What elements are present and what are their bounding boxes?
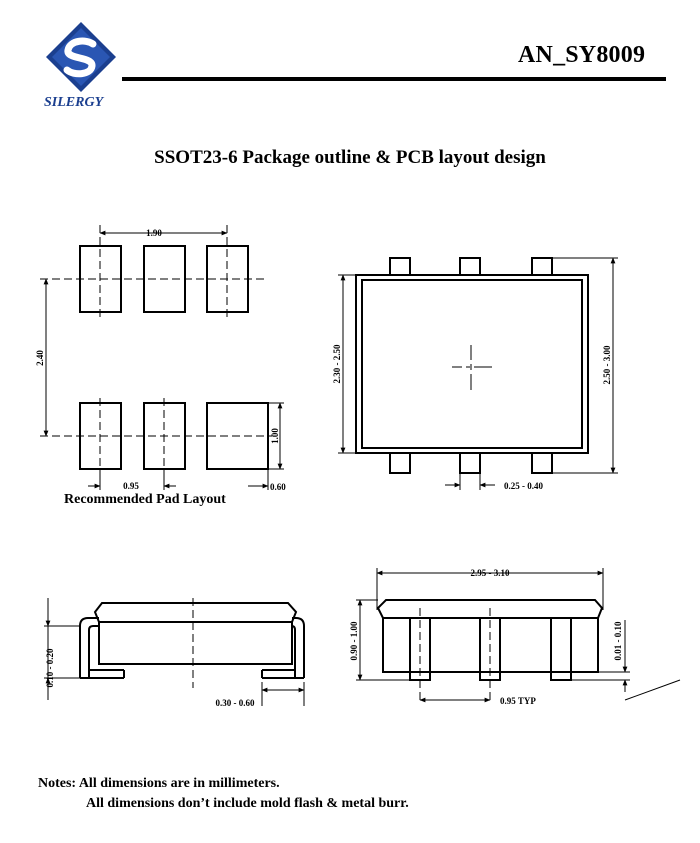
end-view-dimension-lines [356, 568, 680, 700]
document-id: AN_SY8009 [518, 42, 646, 68]
lead-bottom-1 [390, 453, 410, 473]
dim-body-width: 2.30 - 2.50 [332, 344, 342, 384]
dim-end-length: 2.95 - 3.10 [470, 568, 510, 578]
dim-row-spacing: 2.40 [35, 350, 45, 366]
dim-foot-length: 0.30 - 0.60 [215, 698, 255, 708]
lead-top-3 [532, 258, 552, 275]
side-body-bottom [99, 622, 292, 664]
dim-end-pitch: 0.95 TYP [500, 696, 536, 706]
notes-line-1: Notes: All dimensions are in millimeters. [38, 776, 280, 791]
notes [38, 774, 409, 814]
dim-total-width: 2.50 - 3.00 [602, 345, 612, 385]
dim-lead-thickness: 0.01 - 0.10 [613, 621, 623, 661]
dim-lead-width: 0.25 - 0.40 [504, 481, 543, 491]
lead-bottom-2 [460, 453, 480, 473]
dim-standoff: 0.10 - 0.20 [45, 648, 55, 688]
pad-centerlines [40, 225, 272, 476]
lead-top-1 [390, 258, 410, 275]
notes-line-2: All dimensions don’t include mold flash & metal burr. [86, 796, 409, 811]
dim-pitch-total: 1.90 [146, 228, 162, 238]
logo-text: SILERGY [44, 95, 104, 110]
top-view-center-mark [452, 345, 492, 390]
lead-top-2 [460, 258, 480, 275]
side-view-dimension-lines [44, 598, 304, 706]
top-view-dimension-lines [338, 258, 618, 490]
top-view-drawing [356, 258, 588, 473]
side-view-drawing [80, 603, 304, 678]
page-title: SSOT23-6 Package outline & PCB layout design [154, 147, 546, 168]
dim-end-height: 0.90 - 1.00 [349, 621, 359, 661]
package-body-outer [356, 275, 588, 453]
dim-pad-length: 1.00 [270, 428, 280, 444]
pad-layout-caption: Recommended Pad Layout [64, 492, 226, 507]
end-lead-3 [551, 618, 571, 680]
lead-bottom-3 [532, 453, 552, 473]
package-body-inner [362, 280, 582, 448]
dim-pad-width: 0.60 [270, 482, 286, 492]
side-body-top [95, 603, 296, 622]
dim-pad-pitch: 0.95 [123, 481, 139, 491]
